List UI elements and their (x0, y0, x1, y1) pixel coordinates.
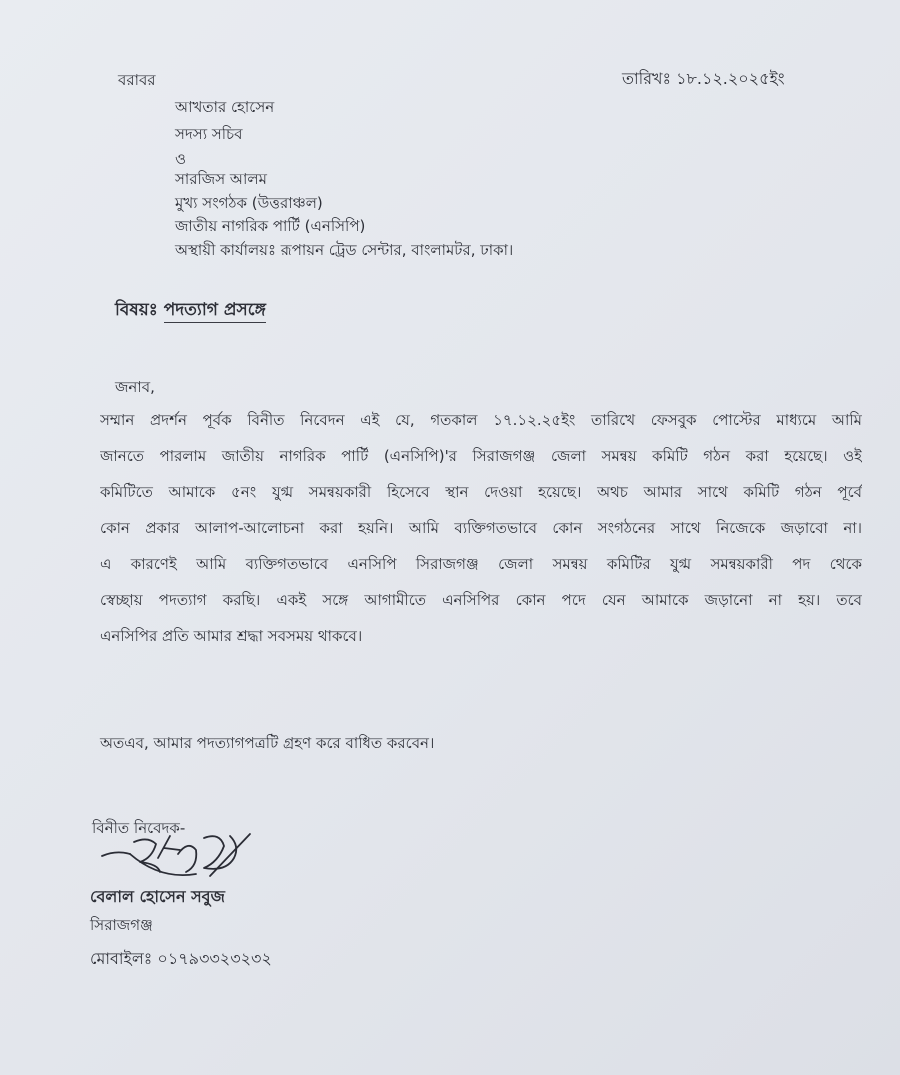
subject-label: বিষয়ঃ (115, 300, 158, 320)
body-line: সম্মান প্রদর্শন পূর্বক বিনীত নিবেদন এই যে, গতকাল ১৭.১২.২৫ইং তারিখে ফেসবুক পোস্টের মাধ্যমে আমি (100, 411, 862, 429)
signer-name: বেলাল হোসেন সবুজ (90, 887, 225, 906)
to-label: বরাবর (118, 71, 156, 89)
letter-date: তারিখঃ ১৮.১২.২০২৫ইং (622, 69, 785, 88)
recipient-line: আখতার হোসেন (175, 98, 275, 116)
recipient-line: সদস্য সচিব (175, 125, 243, 143)
letter-body (100, 402, 862, 654)
signature-label: বিনীত নিবেদক- (92, 819, 186, 837)
recipient-line: সারজিস আলম (175, 170, 267, 188)
body-line: এ কারণেই আমি ব্যক্তিগতভাবে এনসিপি সিরাজগঞ্জ জেলা সমন্বয় কমিটির যুগ্ম সমন্বয়কারী পদ থেকে (100, 555, 862, 573)
body-line: জানতে পারলাম জাতীয় নাগরিক পার্টি (এনসিপি)'র সিরাজগঞ্জ জেলা সমন্বয় কমিটি গঠন করা হয়েছে। ওই (100, 447, 862, 465)
body-line: কমিটিতে আমাকে ৫নং যুগ্ম সমন্বয়কারী হিসেবে স্থান দেওয়া হয়েছে। অথচ আমার সাথে কমিটি গঠন পূর্বে (100, 483, 862, 501)
closing-line: অতএব, আমার পদত্যাগপত্রটি গ্রহণ করে বাধিত করবেন। (100, 734, 435, 752)
subject-line (115, 297, 266, 325)
recipient-line: অস্থায়ী কার্যালয়ঃ রূপায়ন ট্রেড সেন্টার, বাংলামটর, ঢাকা। (175, 241, 514, 259)
signer-place: সিরাজগঞ্জ (90, 916, 153, 934)
signer-mobile: মোবাইলঃ ০১৭৯৩৩২৩২৩২ (90, 949, 272, 968)
body-line: কোন প্রকার আলাপ-আলোচনা করা হয়নি। আমি ব্যক্তিগতভাবে কোন সংগঠনের সাথে নিজেকে জড়াবো না। (100, 519, 862, 537)
recipient-line: ও (175, 150, 187, 168)
recipient-line: জাতীয় নাগরিক পার্টি (এনসিপি) (175, 217, 366, 235)
handwritten-signature (100, 828, 260, 890)
recipient-line: মুখ্য সংগঠক (উত্তরাঞ্চল) (175, 194, 323, 212)
salutation: জনাব, (115, 378, 155, 396)
body-line: এনসিপির প্রতি আমার শ্রদ্ধা সবসময় থাকবে। (100, 627, 363, 645)
subject-text: পদত্যাগ প্রসঙ্গে (164, 300, 266, 323)
body-line: স্বেচ্ছায় পদত্যাগ করছি। একই সঙ্গে আগামীতে এনসিপির কোন পদে যেন আমাকে জড়ানো না হয়। তবে (100, 591, 862, 609)
